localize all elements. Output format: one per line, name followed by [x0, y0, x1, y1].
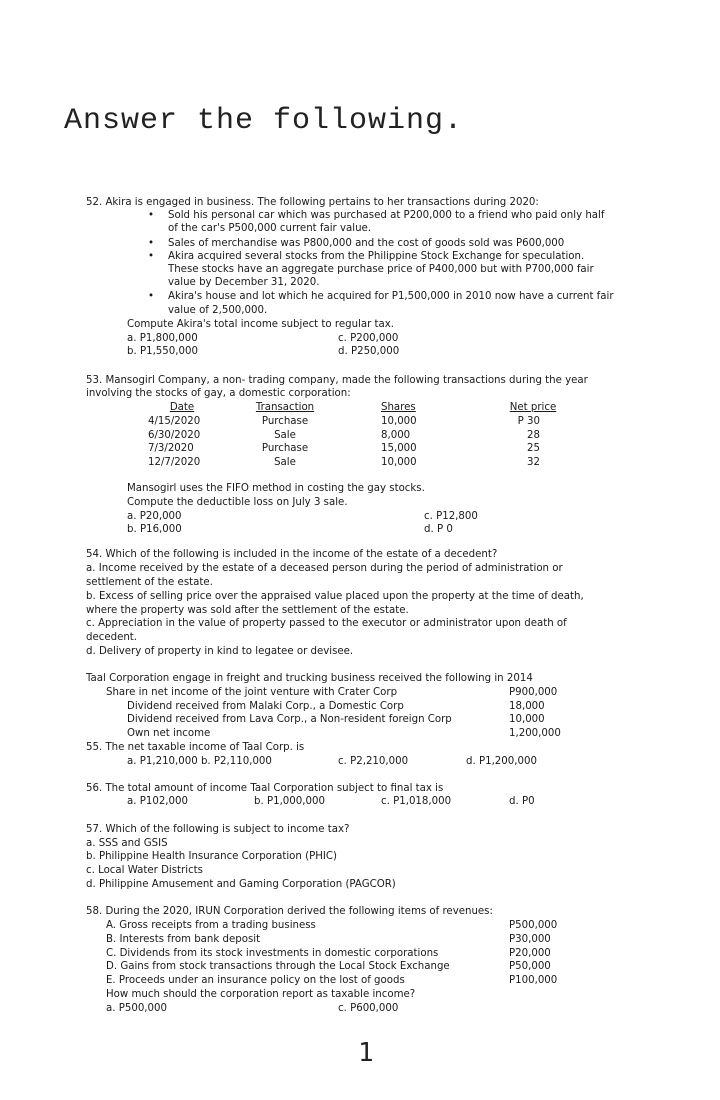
q54-choice-d: d. Delivery of property in kind to legatee or devisee. [86, 646, 354, 657]
q53-header-transaction: Transaction [255, 402, 315, 413]
q57-choice-b: b. Philippine Health Insurance Corporation (PHIC) [86, 851, 337, 862]
q52-choice-c: c. P200,000 [338, 333, 399, 344]
q57-choice-d: d. Philippine Amusement and Gaming Corporation (PAGCOR) [86, 879, 396, 890]
taal-item-3-amount: 10,000 [509, 714, 545, 725]
q54-choice-c-line-2: decedent. [86, 632, 138, 643]
q58-item-d-amount: P50,000 [509, 961, 551, 972]
q52-bullet-2: • Sales of merchandise was P800,000 and the cost of goods sold was P600,000 [168, 237, 564, 251]
q56-choice-b: b. P1,000,000 [254, 796, 325, 807]
q53-row-4-transaction: Sale [274, 457, 296, 468]
q52-choice-b: b. P1,550,000 [127, 346, 198, 357]
q53-note-2: Compute the deductible loss on July 3 sale. [127, 497, 348, 508]
q53-row-1-price: P 30 [517, 416, 540, 427]
taal-item-4-label: Own net income [127, 728, 211, 739]
q57-stem: 57. Which of the following is subject to income tax? [86, 824, 350, 835]
q58-item-c-amount: P20,000 [509, 948, 551, 959]
q58-item-b-amount: P30,000 [509, 934, 551, 945]
taal-item-1-amount: P900,000 [509, 687, 558, 698]
q52-bullet-3-line-2: These stocks have an aggregate purchase price of P400,000 but with P700,000 fair [168, 264, 594, 275]
q58-item-b-label: B. Interests from bank deposit [106, 934, 261, 945]
q54-choice-b-line-2: where the property was sold after the settlement of the estate. [86, 605, 409, 616]
page-title: Answer the following. [64, 104, 464, 138]
q53-row-4-date: 12/7/2020 [148, 457, 201, 468]
q58-item-a-amount: P500,000 [509, 920, 558, 931]
q55-choices-ab: a. P1,210,000 b. P2,110,000 [127, 756, 272, 767]
q53-choice-a: a. P20,000 [127, 511, 182, 522]
q53-choice-b: b. P16,000 [127, 524, 182, 535]
q58-choice-c: c. P600,000 [338, 1003, 399, 1014]
q53-row-4-price: 32 [527, 457, 540, 468]
q56-choice-a: a. P102,000 [127, 796, 188, 807]
taal-item-4-amount: 1,200,000 [509, 728, 561, 739]
q53-row-2-price: 28 [527, 430, 540, 441]
q52-choice-a: a. P1,800,000 [127, 333, 198, 344]
q54-choice-a-line-2: settlement of the estate. [86, 577, 213, 588]
q56-choice-d: d. P0 [509, 796, 535, 807]
q52-bullet-4-line-2: value of 2,500,000. [168, 305, 268, 316]
q53-row-3-transaction: Purchase [261, 443, 309, 454]
q58-item-c-label: C. Dividends from its stock investments in domestic corporations [106, 948, 439, 959]
q58-item-e-amount: P100,000 [509, 975, 558, 986]
q54-stem: 54. Which of the following is included in the income of the estate of a decedent? [86, 549, 498, 560]
q53-header-shares: Shares [381, 402, 416, 413]
q53-header-date: Date [169, 402, 195, 413]
q52-prompt: Compute Akira's total income subject to regular tax. [127, 319, 395, 330]
q58-item-a-label: A. Gross receipts from a trading business [106, 920, 316, 931]
q53-row-3-price: 25 [527, 443, 540, 454]
q52-bullet-4-line-1: • Akira's house and lot which he acquired for P1,500,000 in 2010 now have a current fair [168, 290, 614, 304]
taal-intro: Taal Corporation engage in freight and trucking business received the following in 2014 [86, 673, 533, 684]
q53-choice-c: c. P12,800 [424, 511, 478, 522]
q55-choice-d: d. P1,200,000 [466, 756, 537, 767]
q57-choice-c: c. Local Water Districts [86, 865, 203, 876]
q53-row-3-date: 7/3/2020 [148, 443, 194, 454]
q53-row-4-shares: 10,000 [381, 457, 417, 468]
q52-stem: 52. Akira is engaged in business. The following pertains to her transactions during 2020: [86, 197, 539, 208]
q53-choice-d: d. P 0 [424, 524, 453, 535]
q53-stem-line-1: 53. Mansogirl Company, a non- trading company, made the following transactions during the year [86, 375, 588, 386]
q52-bullet-3-line-3: value by December 31, 2020. [168, 277, 320, 288]
q52-bullet-3-line-1: • Akira acquired several stocks from the Philippine Stock Exchange for speculation. [168, 250, 584, 264]
q53-row-2-transaction: Sale [274, 430, 296, 441]
q53-row-3-shares: 15,000 [381, 443, 417, 454]
taal-item-3-label: Dividend received from Lava Corp., a Non-resident foreign Corp [127, 714, 452, 725]
page-number: 1 [358, 1038, 374, 1068]
q53-note-1: Mansogirl uses the FIFO method in costing the gay stocks. [127, 483, 425, 494]
q56-choice-c: c. P1,018,000 [381, 796, 452, 807]
q52-bullet-1-line-1: • Sold his personal car which was purchased at P200,000 to a friend who paid only half [168, 209, 604, 223]
q53-row-2-shares: 8,000 [381, 430, 411, 441]
q54-choice-c-line-1: c. Appreciation in the value of property passed to the executor or administrator upon death of [86, 618, 567, 629]
taal-item-2-label: Dividend received from Malaki Corp., a Domestic Corp [127, 701, 404, 712]
q53-row-2-date: 6/30/2020 [148, 430, 201, 441]
q53-row-1-shares: 10,000 [381, 416, 417, 427]
q57-choice-a: a. SSS and GSIS [86, 838, 168, 849]
q54-choice-a-line-1: a. Income received by the estate of a deceased person during the period of administration or [86, 563, 563, 574]
q56-stem: 56. The total amount of income Taal Corporation subject to final tax is [86, 783, 444, 794]
q52-bullet-1-line-2: of the car's P500,000 current fair value. [168, 223, 372, 234]
q58-item-e-label: E. Proceeds under an insurance policy on the lost of goods [106, 975, 405, 986]
q55-choice-c: c. P2,210,000 [338, 756, 409, 767]
q55-stem: 55. The net taxable income of Taal Corp. is [86, 742, 305, 753]
q53-row-1-date: 4/15/2020 [148, 416, 201, 427]
q53-stem-line-2: involving the stocks of gay, a domestic corporation: [86, 388, 351, 399]
taal-item-2-amount: 18,000 [509, 701, 545, 712]
q53-row-1-transaction: Purchase [261, 416, 309, 427]
q54-choice-b-line-1: b. Excess of selling price over the appraised value placed upon the property at the time of death, [86, 591, 584, 602]
q58-stem: 58. During the 2020, IRUN Corporation derived the following items of revenues: [86, 906, 493, 917]
taal-item-1-label: Share in net income of the joint venture with Crater Corp [106, 687, 398, 698]
q52-choice-d: d. P250,000 [338, 346, 400, 357]
q58-choice-a: a. P500,000 [106, 1003, 167, 1014]
q58-item-d-label: D. Gains from stock transactions through the Local Stock Exchange [106, 961, 450, 972]
q58-prompt: How much should the corporation report as taxable income? [106, 989, 416, 1000]
q53-header-net-price: Net price [509, 402, 557, 413]
